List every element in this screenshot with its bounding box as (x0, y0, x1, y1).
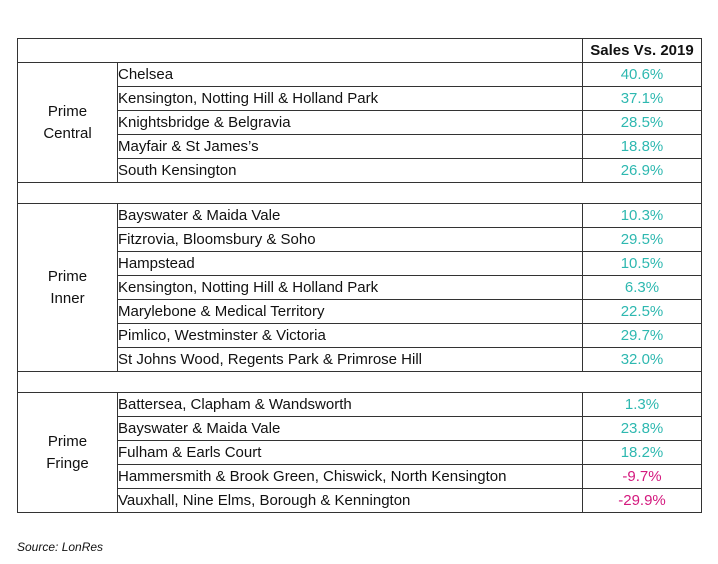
area-name-cell: Fitzrovia, Bloomsbury & Soho (118, 228, 583, 252)
area-name-cell: Marylebone & Medical Territory (118, 300, 583, 324)
table-row (18, 159, 702, 183)
area-name-cell: Pimlico, Westminster & Victoria (118, 324, 583, 348)
sales-change-value: 40.6% (583, 63, 702, 87)
header-blank-cell (18, 39, 583, 63)
table-row (18, 228, 702, 252)
source-note: Source: LonRes (17, 540, 104, 554)
area-name-cell: Hammersmith & Brook Green, Chiswick, North Kensington (118, 465, 583, 489)
table-row (18, 417, 702, 441)
sales-change-value: 6.3% (583, 276, 702, 300)
sales-change-value: 37.1% (583, 87, 702, 111)
region-cell (18, 63, 118, 183)
sales-change-value: -29.9% (583, 489, 702, 513)
table-row (18, 489, 702, 513)
region-label-line1: Prime (47, 432, 88, 450)
region-label-line2: Central (43, 124, 92, 142)
table-body (18, 63, 702, 513)
region-label-line2: Inner (50, 289, 85, 307)
area-name-cell: Bayswater & Maida Vale (118, 417, 583, 441)
area-name-cell: Mayfair & St James’s (118, 135, 583, 159)
region-label-line1: Prime (47, 267, 88, 285)
table-row (18, 300, 702, 324)
table-row (18, 441, 702, 465)
area-name-cell: Battersea, Clapham & Wandsworth (118, 393, 583, 417)
area-name-cell: South Kensington (118, 159, 583, 183)
sales-table (17, 38, 702, 513)
table-row (18, 87, 702, 111)
area-name-cell: Kensington, Notting Hill & Holland Park (118, 276, 583, 300)
table-row (18, 276, 702, 300)
sales-change-value: 28.5% (583, 111, 702, 135)
table-row (18, 111, 702, 135)
area-name-cell: Knightsbridge & Belgravia (118, 111, 583, 135)
header-row (18, 39, 702, 63)
sales-change-value: 23.8% (583, 417, 702, 441)
area-name-cell: Chelsea (118, 63, 583, 87)
sales-change-value: 26.9% (583, 159, 702, 183)
spacer-cell (18, 372, 702, 393)
region-cell (18, 204, 118, 372)
spacer-row (18, 183, 702, 204)
spacer-cell (18, 183, 702, 204)
table-row (18, 204, 702, 228)
area-name-cell: Kensington, Notting Hill & Holland Park (118, 87, 583, 111)
table-row (18, 324, 702, 348)
sales-change-value: 1.3% (583, 393, 702, 417)
area-name-cell: St Johns Wood, Regents Park & Primrose Hill (118, 348, 583, 372)
table-row (18, 252, 702, 276)
region-label-line2: Fringe (46, 454, 89, 472)
region-cell (18, 393, 118, 513)
table-row (18, 348, 702, 372)
spacer-row (18, 372, 702, 393)
area-name-cell: Fulham & Earls Court (118, 441, 583, 465)
area-name-cell: Hampstead (118, 252, 583, 276)
sales-change-value: 29.5% (583, 228, 702, 252)
sales-change-value: 10.5% (583, 252, 702, 276)
sales-change-value: 32.0% (583, 348, 702, 372)
table-row (18, 465, 702, 489)
sales-change-value: 22.5% (583, 300, 702, 324)
sales-change-value: 18.8% (583, 135, 702, 159)
table-row (18, 135, 702, 159)
sales-change-value: 18.2% (583, 441, 702, 465)
sales-change-value: 10.3% (583, 204, 702, 228)
area-name-cell: Vauxhall, Nine Elms, Borough & Kennington (118, 489, 583, 513)
table-row (18, 63, 702, 87)
table-row (18, 393, 702, 417)
sales-change-value: 29.7% (583, 324, 702, 348)
area-name-cell: Bayswater & Maida Vale (118, 204, 583, 228)
header-sales-vs-2019: Sales Vs. 2019 (583, 39, 702, 63)
sales-change-value: -9.7% (583, 465, 702, 489)
region-label-line1: Prime (47, 102, 88, 120)
